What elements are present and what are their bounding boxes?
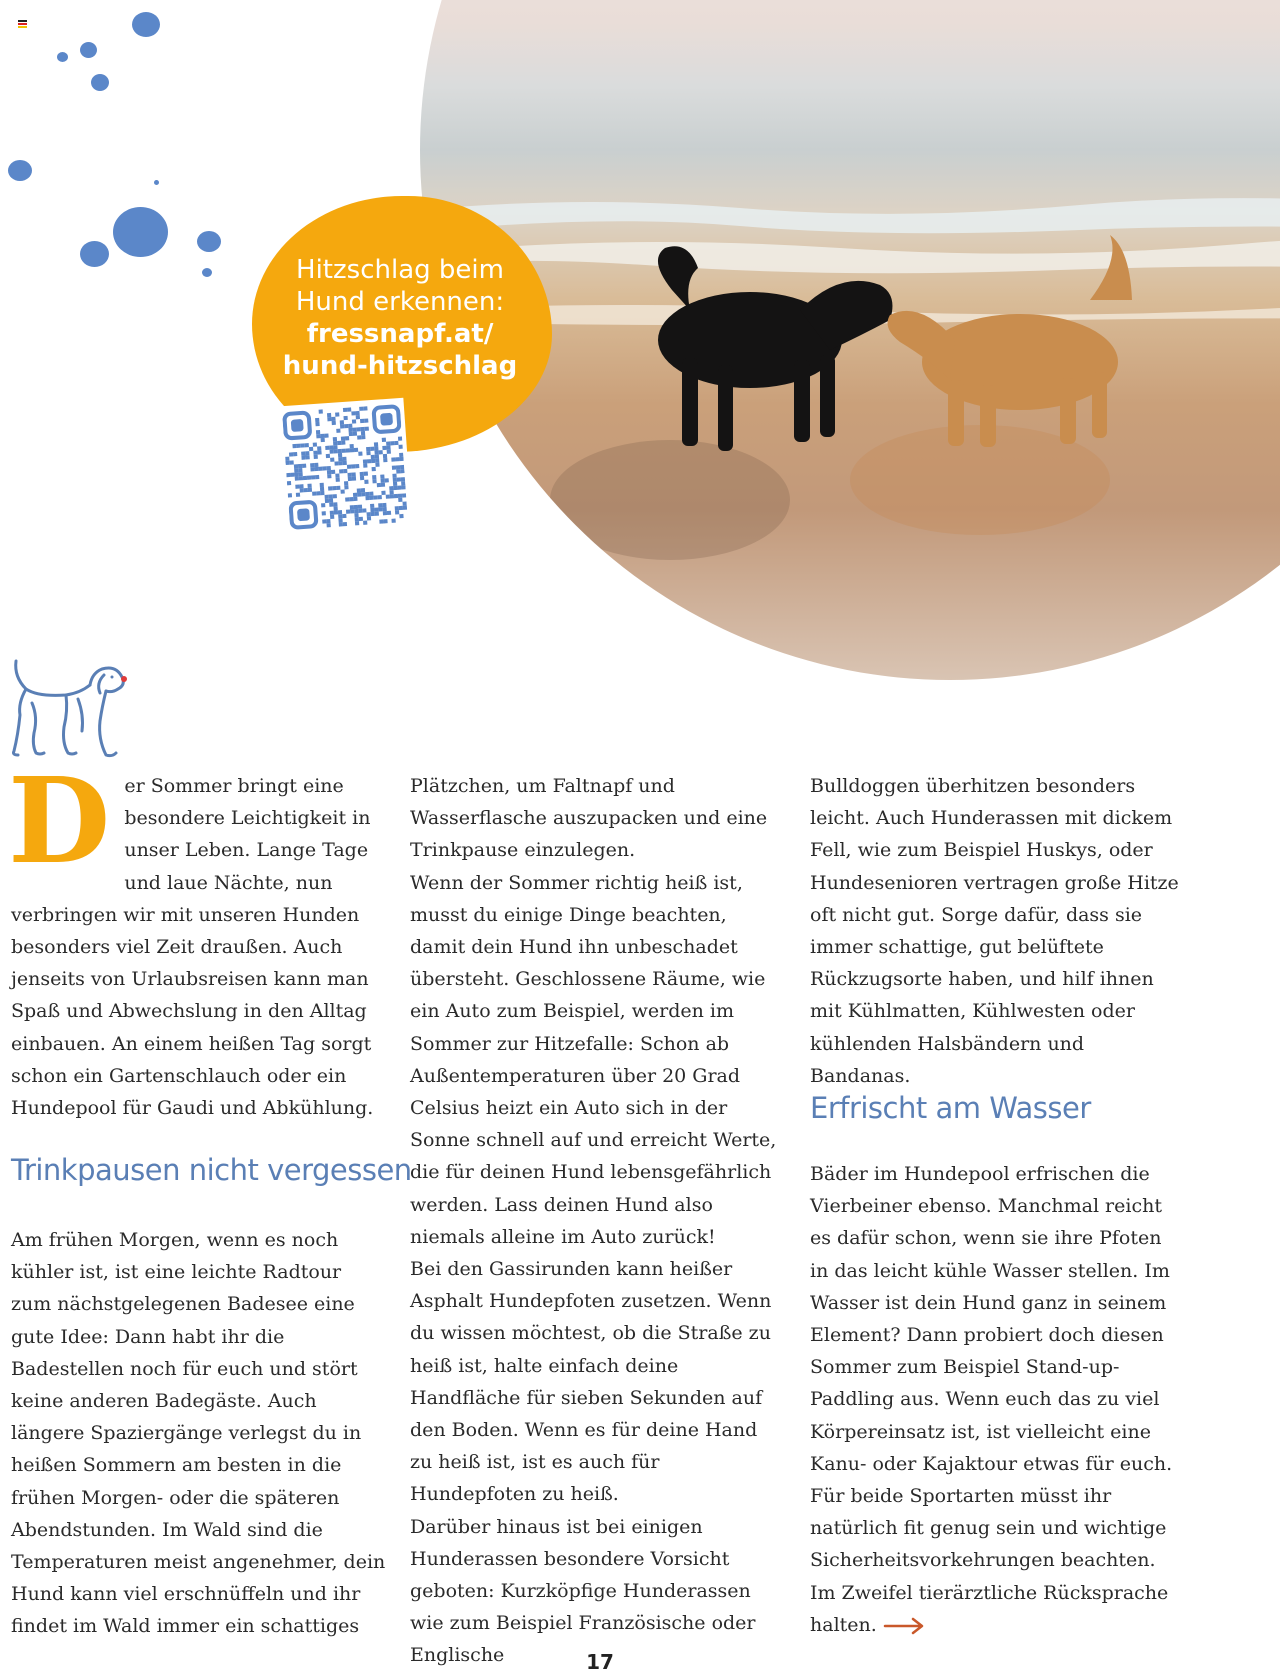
heading-erfrischt: Erfrischt am Wasser [810,1091,1091,1125]
decorative-paint-dots [0,0,240,300]
dog-outline-icon [8,655,133,765]
paragraph-erfrischt-text: Bäder im Hundepool erfrischen die Vierbeiner ebenso. Manchmal reicht es dafür schon, wenn sie ihre Pfoten in das leicht kühle Wasser stellen. Im Wasser ist dein Hund ganz in seinem Element? Dann probiert doch diesen Sommer zum Beispiel Stand-up-Paddling aus. Wenn euch das zu viel Körpereinsatz ist, ist vielleicht eine Kanu- oder Kajaktour etwas für euch. Für beide Sportarten müsst ihr natürlich fit genug sein und wichtige Sicherheitsvorkehrungen beachten. Im Zweifel tierärztliche Rücksprache halten. [810,1163,1173,1636]
paragraph-bulldoggen: Bulldoggen überhitzen besonders leicht. Auch Hunderassen mit dickem Fell, wie zum Beispiel Huskys, oder Hundesenioren vertragen große Hitze oft nicht gut. Sorge dafür, dass sie immer schattige, gut belüftete Rückzugsorte haben, und hilf ihnen mit Kühlmatten, Kühlwesten oder kühlenden Halsbändern und Bandanas. [810,775,1179,1087]
german-flag-icon [18,20,27,27]
paragraph-plaetzchen: Plätzchen, um Faltnapf und Wasserflasche auszupacken und eine Trinkpause einzulegen. [410,775,768,862]
callout-url-line2[interactable]: hund-hitzschlag [282,351,518,381]
black-dog [658,246,893,451]
callout-url-line1[interactable]: fressnapf.at/ [306,319,494,349]
paragraph-trinkpausen: Am frühen Morgen, wenn es noch kühler ist, ist eine leichte Radtour zum nächstgelegenen Badesee eine gute Idee: Dann habt ihr die Badestellen noch für euch und stört keine anderen Badegäste. Auch längere Spaziergänge verlegst du in heißen Sommern am besten in die frühen Morgen- oder die späteren Abendstunden. Im Wald sind die Temperaturen meist angenehmer, dein Hund kann viel erschnüffeln und ihr findet im Wald immer ein schattiges [11,1229,386,1638]
paragraph-erfrischt [810,1158,1185,1641]
article-column-3 [810,770,1185,1092]
article-column-3-lower [810,1158,1185,1641]
intro-paragraph: er Sommer bringt eine besondere Leichtigkeit in unser Leben. Lange Tage und laue Nächte, nun verbringen wir mit unseren Hunden besonders viel Zeit draußen. Auch jenseits von Urlaubsreisen kann man Spaß und Abwechslung in den Alltag einbauen. An einem heißen Tag sorgt schon ein Gartenschlauch oder ein Hundepool für Gaudi und Abkühlung. [11,775,374,1120]
arrow-right-icon[interactable] [883,1617,925,1635]
article-column-1 [8,751,386,1124]
heading-trinkpausen: Trinkpausen nicht vergessen [11,1153,412,1187]
callout-title-line1: Hitzschlag beim [296,255,504,285]
article-column-2 [410,770,785,1672]
paragraph-sommer-heiss: Wenn der Sommer richtig heiß ist, musst du einige Dinge beachten, damit dein Hund ihn unbeschadet übersteht. Geschlossene Räume, wie ein Auto zum Beispiel, werden im Sommer zur Hitzefalle: Schon ab Außentemperaturen über 20 Grad Celsius heizt ein Auto sich in der Sonne schnell auf und erreicht Werte, die für deinen Hund lebensgefährlich werden. Lass deinen Hund also niemals alleine im Auto zurück! [410,871,777,1248]
article-column-1-lower [11,1224,386,1643]
callout-title-line2: Hund erkennen: [295,287,505,317]
paragraph-gassirunden: Bei den Gassirunden kann heißer Asphalt Hundepfoten zusetzen. Wenn du wissen möchtest, ob die Straße zu heiß ist, halte einfach deine Handfläche für sieben Sekunden auf den Boden. Wenn es für deine Hand zu heiß ist, ist es auch für Hundepfoten zu heiß. [410,1258,772,1506]
paragraph-hunderassen: Darüber hinaus ist bei einigen Hunderassen besondere Vorsicht geboten: Kurzköpfige Hunderassen wie zum Beispiel Französische oder Englische [410,1515,756,1667]
page-number: 17 [586,1650,614,1674]
drop-cap: D [8,751,111,890]
qr-code-icon[interactable] [278,398,413,536]
callout-text [250,254,550,382]
